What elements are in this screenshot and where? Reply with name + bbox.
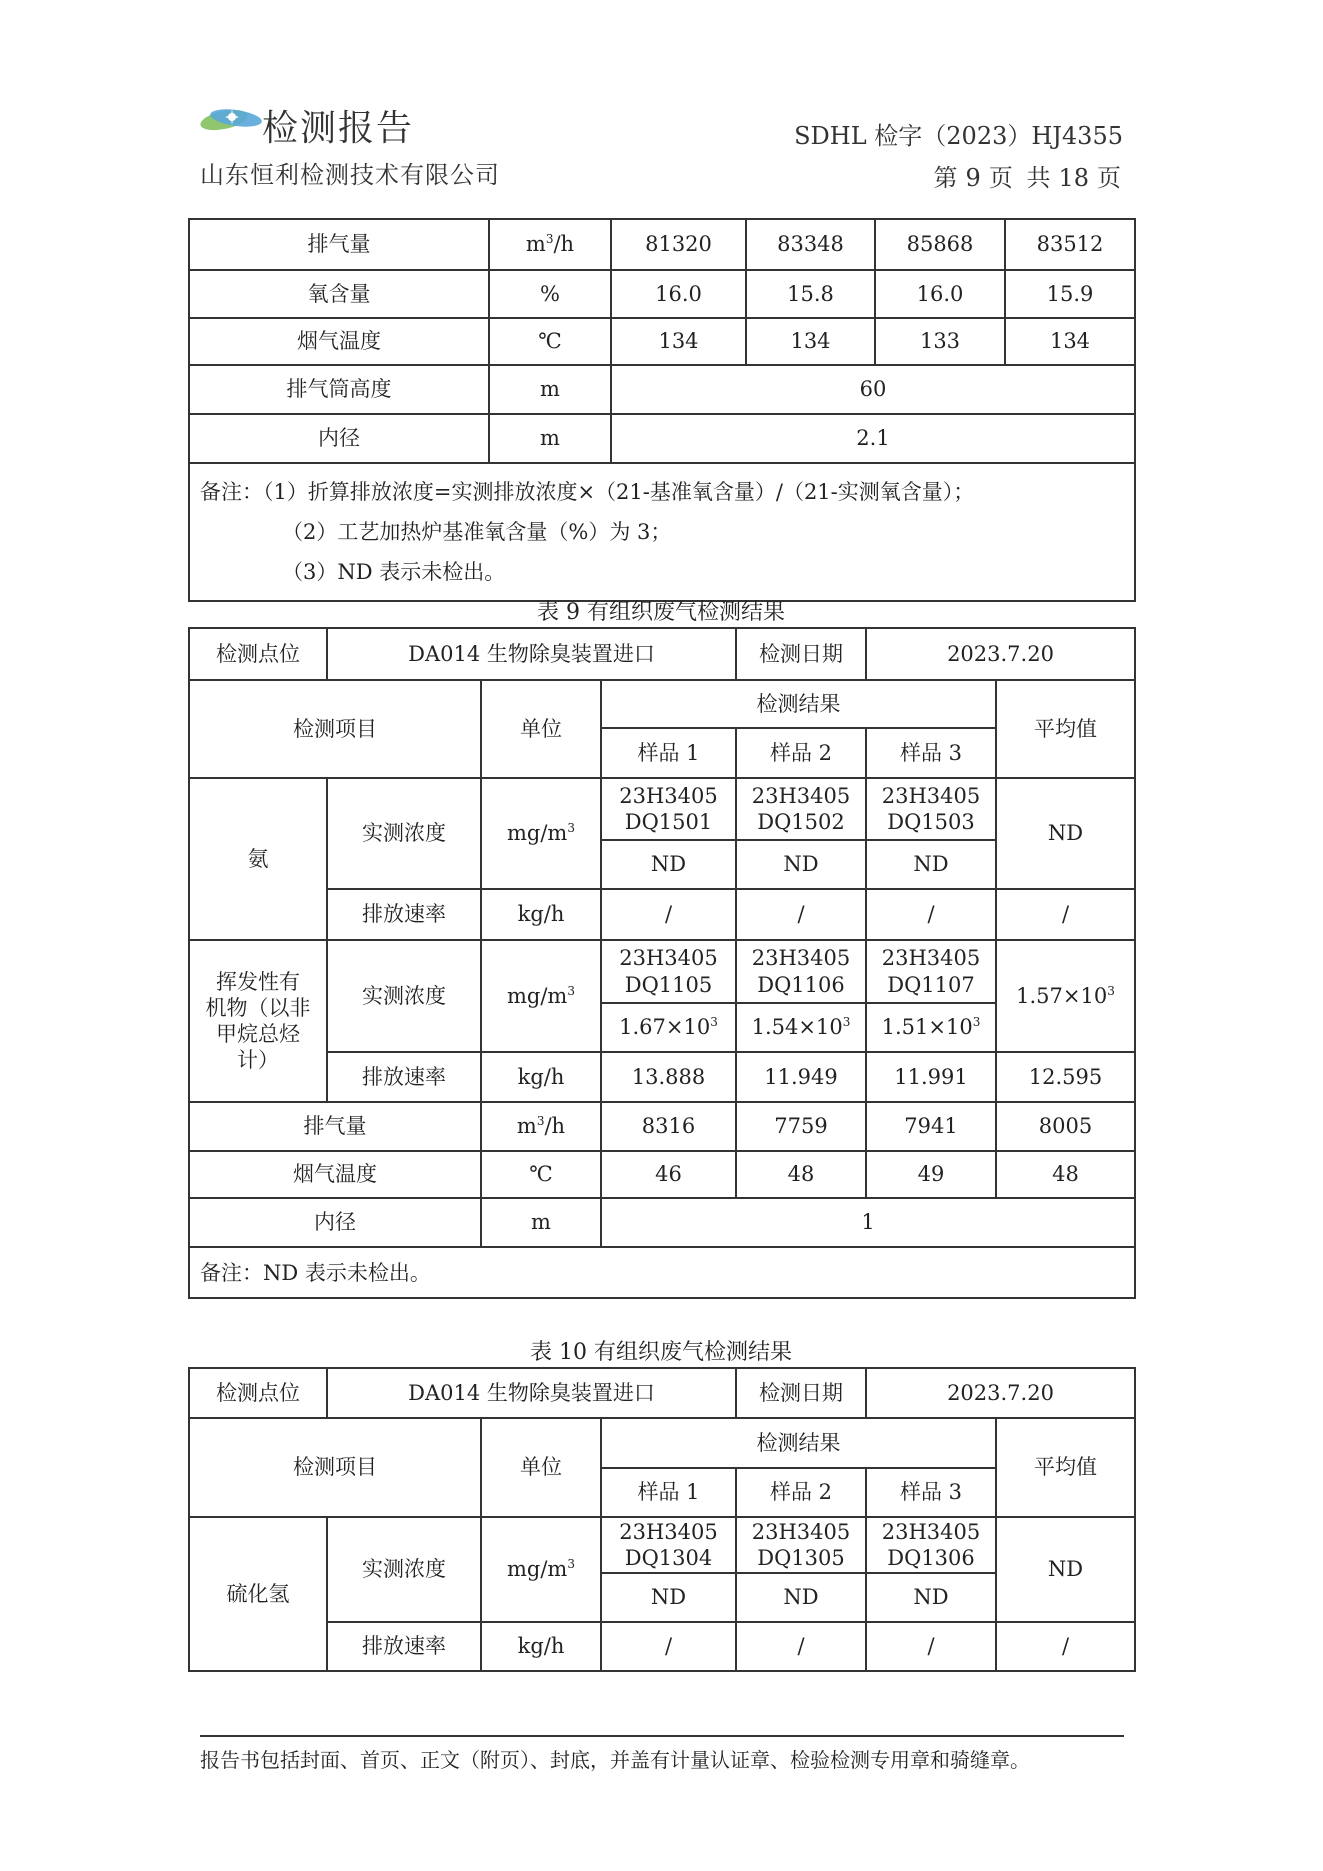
sample-code-b: DQ1501	[624, 810, 713, 834]
conc-unit: $mg/m^3$	[481, 1517, 601, 1622]
table-header-row	[189, 1418, 1135, 1468]
cell-value: 48	[736, 1151, 866, 1198]
cell-value: 49	[866, 1151, 996, 1198]
rate-unit: kg/h	[481, 1052, 601, 1102]
table-note-row	[189, 463, 1135, 601]
table-row	[189, 318, 1135, 365]
cell-value: 1	[601, 1198, 1135, 1247]
sample-code-b: DQ1304	[624, 1546, 713, 1570]
table-row	[189, 365, 1135, 414]
sample-code-b: DQ1107	[887, 972, 975, 997]
avg-value: ND	[996, 778, 1135, 889]
cell-value: ND	[736, 1573, 866, 1622]
sample-code	[601, 778, 736, 840]
sample-code	[736, 1517, 866, 1573]
point-label: 检测点位	[189, 628, 327, 680]
table-row	[189, 270, 1135, 318]
cell-value: /	[736, 1622, 866, 1671]
pollutant-name-line: 计）	[237, 1048, 279, 1073]
conc-unit: $mg/m^3$	[481, 940, 601, 1052]
note-line: （2）工艺加热炉基准氧含量（%）为 3；	[282, 520, 672, 544]
row-unit: ℃	[489, 318, 611, 365]
sample-code	[601, 940, 736, 1003]
cell-value: 134	[1005, 318, 1135, 365]
pollutant-name	[189, 940, 327, 1102]
table-row	[189, 219, 1135, 270]
page-number: 9	[965, 164, 981, 192]
cell-value: 134	[746, 318, 875, 365]
sample-code	[601, 1517, 736, 1573]
sample-code-a: 23H3405	[619, 946, 718, 971]
table-note-row	[189, 1247, 1135, 1298]
cell-value: 7941	[866, 1102, 996, 1151]
sample-code-b: DQ1502	[757, 810, 845, 834]
conc-label: 实测浓度	[327, 940, 481, 1052]
cell-value: ND	[736, 840, 866, 889]
cell-value: 16.0	[875, 270, 1005, 318]
cell-value: /	[866, 889, 996, 940]
row-item: 烟气温度	[189, 1151, 481, 1198]
cell-value: 7759	[736, 1102, 866, 1151]
cell-value: 16.0	[611, 270, 746, 318]
sample-code	[736, 778, 866, 840]
row-item: 内径	[189, 1198, 481, 1247]
date-label: 检测日期	[736, 1368, 866, 1418]
sample-header: 样品 1	[601, 728, 736, 778]
sample-code-a: 23H3405	[619, 783, 718, 808]
avg-value: ND	[996, 1517, 1135, 1622]
table-10-caption: 表 10 有组织废气检测结果	[530, 1340, 792, 1365]
cell-value: $1.54\times 10^3$	[736, 1003, 866, 1052]
row-unit: %	[489, 270, 611, 318]
sample-code-a: 23H3405	[881, 783, 981, 808]
company-logo-icon	[198, 98, 264, 138]
rate-label: 排放速率	[327, 1052, 481, 1102]
table-row	[189, 1052, 1135, 1102]
table-row	[189, 889, 1135, 940]
avg-value: 8005	[996, 1102, 1135, 1151]
note-line: （3）ND 表示未检出。	[282, 560, 506, 584]
cell-value: 15.8	[746, 270, 875, 318]
date-value: 2023.7.20	[866, 1368, 1135, 1418]
result-header: 检测结果	[601, 1418, 996, 1468]
unit-header: 单位	[481, 680, 601, 778]
result-header: 检测结果	[601, 680, 996, 728]
report-number: SDHL 检字（2023）HJ4355	[794, 122, 1123, 150]
avg-value: 12.595	[996, 1052, 1135, 1102]
date-value: 2023.7.20	[866, 628, 1135, 680]
sample-code	[736, 940, 866, 1003]
date-label: 检测日期	[736, 628, 866, 680]
cell-value: 2.1	[611, 414, 1135, 463]
point-value: DA014 生物除臭装置进口	[327, 1368, 736, 1418]
footer-divider	[200, 1735, 1124, 1737]
cell-value: /	[866, 1622, 996, 1671]
point-value: DA014 生物除臭装置进口	[327, 628, 736, 680]
page-mid: 页 共	[988, 164, 1051, 192]
row-item: 排气量	[189, 219, 489, 270]
cell-value: 134	[611, 318, 746, 365]
cell-value: 15.9	[1005, 270, 1135, 318]
cell-value: $1.51\times 10^3$	[866, 1003, 996, 1052]
table-note	[189, 463, 1135, 601]
sample-header: 样品 2	[736, 1468, 866, 1517]
cell-value: 133	[875, 318, 1005, 365]
table-row	[189, 628, 1135, 680]
table-prev-continuation	[188, 218, 1136, 602]
pollutant-name-line: 机物（以非	[205, 995, 311, 1020]
cell-value: /	[736, 889, 866, 940]
sample-code-a: 23H3405	[619, 1519, 718, 1544]
cell-value: ND	[601, 840, 736, 889]
avg-header: 平均值	[996, 680, 1135, 778]
cell-value: /	[601, 889, 736, 940]
avg-value: $1.57\times 10^3$	[996, 940, 1135, 1052]
page-prefix: 第	[933, 164, 958, 192]
pollutant-name-line: 甲烷总烃	[216, 1022, 300, 1046]
cell-value: ND	[866, 1573, 996, 1622]
cell-value: 11.949	[736, 1052, 866, 1102]
page-total: 18	[1058, 164, 1089, 192]
sample-header: 样品 3	[866, 728, 996, 778]
table-header-row	[189, 680, 1135, 728]
row-item: 排气量	[189, 1102, 481, 1151]
sample-code-a: 23H3405	[751, 783, 851, 808]
avg-value: /	[996, 889, 1135, 940]
sample-code	[866, 778, 996, 840]
point-label: 检测点位	[189, 1368, 327, 1418]
sample-code-b: DQ1503	[887, 810, 975, 834]
sample-code-b: DQ1305	[757, 1546, 845, 1570]
avg-value: /	[996, 1622, 1135, 1671]
page-indicator	[930, 158, 1125, 193]
item-header: 检测项目	[189, 680, 481, 778]
document-title: 检测报告	[262, 108, 415, 149]
row-unit: m	[489, 365, 611, 414]
cell-value: $1.67\times 10^3$	[601, 1003, 736, 1052]
company-name: 山东恒利检测技术有限公司	[200, 161, 500, 189]
table-row	[189, 940, 1135, 1003]
rate-label: 排放速率	[327, 1622, 481, 1671]
conc-label: 实测浓度	[327, 778, 481, 889]
note-line: 备注：（1）折算排放浓度=实测排放浓度×（21-基准氧含量）/（21-实测氧含量）；	[200, 480, 975, 504]
cell-value: /	[601, 1622, 736, 1671]
sample-header: 样品 1	[601, 1468, 736, 1517]
row-unit: $m^3/h$	[481, 1102, 601, 1151]
item-header: 检测项目	[189, 1418, 481, 1517]
cell-value: ND	[601, 1573, 736, 1622]
sample-code-b: DQ1306	[887, 1546, 975, 1570]
cell-value: 83512	[1005, 219, 1135, 270]
row-unit: m	[489, 414, 611, 463]
page-suffix: 页	[1097, 164, 1121, 192]
table-9-caption: 表 9 有组织废气检测结果	[537, 600, 785, 625]
cell-value: 85868	[875, 219, 1005, 270]
row-item: 烟气温度	[189, 318, 489, 365]
sample-code-a: 23H3405	[751, 946, 851, 971]
row-item: 排气筒高度	[189, 365, 489, 414]
cell-value: 13.888	[601, 1052, 736, 1102]
conc-unit: $mg/m^3$	[481, 778, 601, 889]
rate-unit: kg/h	[481, 889, 601, 940]
table-note: 备注：ND 表示未检出。	[189, 1247, 1135, 1298]
rate-unit: kg/h	[481, 1622, 601, 1671]
cell-value: 46	[601, 1151, 736, 1198]
table-row	[189, 1102, 1135, 1151]
sample-code-a: 23H3405	[881, 946, 981, 971]
conc-label: 实测浓度	[327, 1517, 481, 1622]
table-row	[189, 1198, 1135, 1247]
table-row	[189, 1151, 1135, 1198]
table-9	[188, 627, 1136, 1299]
avg-header: 平均值	[996, 1418, 1135, 1517]
unit-header: 单位	[481, 1418, 601, 1517]
sample-code	[866, 1517, 996, 1573]
cell-value: ND	[866, 840, 996, 889]
table-row	[189, 1622, 1135, 1671]
cell-value: 81320	[611, 219, 746, 270]
table-row	[189, 1368, 1135, 1418]
avg-value: 48	[996, 1151, 1135, 1198]
table-row	[189, 1517, 1135, 1573]
row-unit: m	[481, 1198, 601, 1247]
cell-value: 8316	[601, 1102, 736, 1151]
cell-value: 60	[611, 365, 1135, 414]
cell-value: 11.991	[866, 1052, 996, 1102]
table-row	[189, 414, 1135, 463]
table-row	[189, 778, 1135, 840]
table-10	[188, 1367, 1136, 1672]
cell-value: 83348	[746, 219, 875, 270]
sample-code-b: DQ1106	[757, 972, 845, 997]
sample-code-a: 23H3405	[881, 1519, 981, 1544]
sample-header: 样品 2	[736, 728, 866, 778]
row-unit: ℃	[481, 1151, 601, 1198]
sample-code-a: 23H3405	[751, 1519, 851, 1544]
row-item: 氧含量	[189, 270, 489, 318]
sample-code	[866, 940, 996, 1003]
row-item: 内径	[189, 414, 489, 463]
sample-code-b: DQ1105	[624, 972, 713, 997]
pollutant-name-line: 挥发性有	[216, 969, 300, 994]
row-unit: $m^3/h$	[489, 219, 611, 270]
footer-text: 报告书包括封面、首页、正文（附页）、封底，并盖有计量认证章、检验检测专用章和骑缝章。	[200, 1748, 1030, 1772]
pollutant-name: 氨	[189, 778, 327, 940]
rate-label: 排放速率	[327, 889, 481, 940]
sample-header: 样品 3	[866, 1468, 996, 1517]
pollutant-name: 硫化氢	[189, 1517, 327, 1671]
